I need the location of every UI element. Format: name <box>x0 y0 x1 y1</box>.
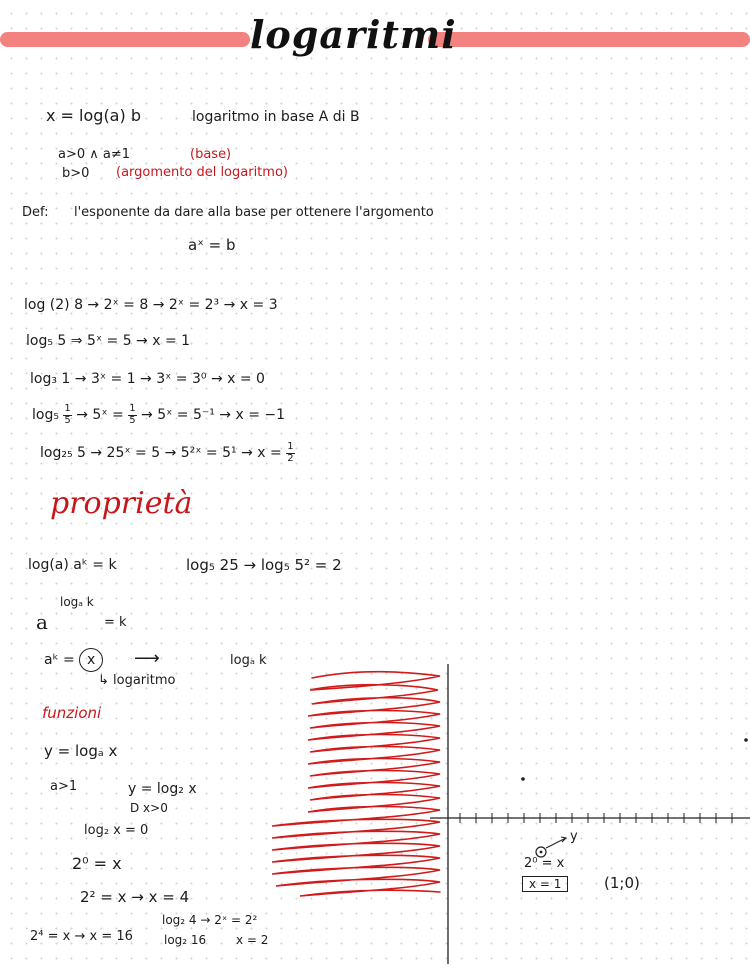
fraction-numerator: 1 <box>129 403 136 414</box>
graph-axis-y-label: y <box>570 829 578 844</box>
definition-exponential-form: aˣ = b <box>188 236 236 254</box>
condition-b-note: (argomento del logaritmo) <box>116 165 288 180</box>
function-condition: a>1 <box>50 779 78 794</box>
graph-boxed-result: x = 1 <box>522 876 568 892</box>
property-base-power-base: a <box>36 610 48 634</box>
circled-x: x <box>79 648 103 672</box>
definition-text: l'esponente da dare alla base per ottenere l'argomento <box>74 205 434 220</box>
fraction-numerator: 1 <box>64 403 71 414</box>
pointer-arrow <box>546 837 566 848</box>
function-log-2: y = log₂ x <box>128 781 197 797</box>
solve-step-3: 2² = x → x = 4 <box>80 888 190 906</box>
solve-step-4: 2⁴ = x → x = 16 <box>30 929 133 944</box>
condition-a: a>0 ∧ a≠1 <box>58 147 131 162</box>
section-heading-properties: proprietà <box>50 486 193 521</box>
example-log5-fraction-base: log₅ <box>32 407 59 423</box>
fraction-denominator: 2 <box>287 452 294 464</box>
solve-step-2: 2⁰ = x <box>72 854 122 873</box>
fraction-denominator: 5 <box>64 414 71 426</box>
solve-step-5: log₂ 4 → 2ˣ = 2² <box>162 913 258 927</box>
graph-point-coordinates: (1;0) <box>604 874 640 892</box>
functions-heading: funzioni <box>42 704 102 722</box>
function-domain: D x>0 <box>130 801 168 815</box>
property-base-power-exp: logₐ k <box>60 595 94 609</box>
example-log5-5: log₅ 5 ⇒ 5ˣ = 5 → x = 1 <box>26 333 191 349</box>
graph-equation: 2⁰ = x <box>524 856 565 871</box>
example-log25-5-steps: log₂₅ 5 → 25ˣ = 5 → 5²ˣ = 5¹ → x = <box>40 445 282 461</box>
function-log-a: y = logₐ x <box>44 742 118 760</box>
property-inverse-lhs: aᵏ = <box>44 652 75 668</box>
condition-b: b>0 <box>62 166 90 181</box>
graph-dot <box>521 777 525 781</box>
log-definition-description: logaritmo in base A di B <box>192 109 360 125</box>
property-base-power-rhs: = k <box>104 615 127 630</box>
example-log3-1: log₃ 1 → 3ˣ = 1 → 3ˣ = 3⁰ → x = 0 <box>30 371 265 387</box>
fraction-numerator: 1 <box>287 441 294 452</box>
log-definition-formula: x = log(a) b <box>46 106 141 125</box>
property-inverse-rhs: logₐ k <box>230 653 267 668</box>
example-log2-8: log (2) 8 → 2ˣ = 8 → 2ˣ = 2³ → x = 3 <box>24 297 278 313</box>
page-title: logaritmi <box>250 12 457 57</box>
solve-step-6: log₂ 16 <box>164 933 207 947</box>
example-log5-fraction-result: → 5ˣ = 5⁻¹ → x = −1 <box>141 407 286 423</box>
graph-dot <box>744 738 748 742</box>
origin-point-center <box>540 851 543 854</box>
solve-step-1: log₂ x = 0 <box>84 823 149 838</box>
property-log-power: log(a) aᵏ = k <box>28 557 117 573</box>
definition-label: Def: <box>22 205 49 220</box>
property-log-power-example: log₅ 25 → log₅ 5² = 2 <box>186 556 342 574</box>
solve-step-7: x = 2 <box>236 933 269 947</box>
example-log5-fraction-step: → 5ˣ = <box>76 407 124 423</box>
condition-a-note: (base) <box>190 147 232 162</box>
property-inverse-arrow: ⟶ <box>134 648 160 669</box>
property-inverse-note: ↳ logaritmo <box>98 673 176 688</box>
red-scribble <box>272 672 440 896</box>
fraction-denominator: 5 <box>129 414 136 426</box>
